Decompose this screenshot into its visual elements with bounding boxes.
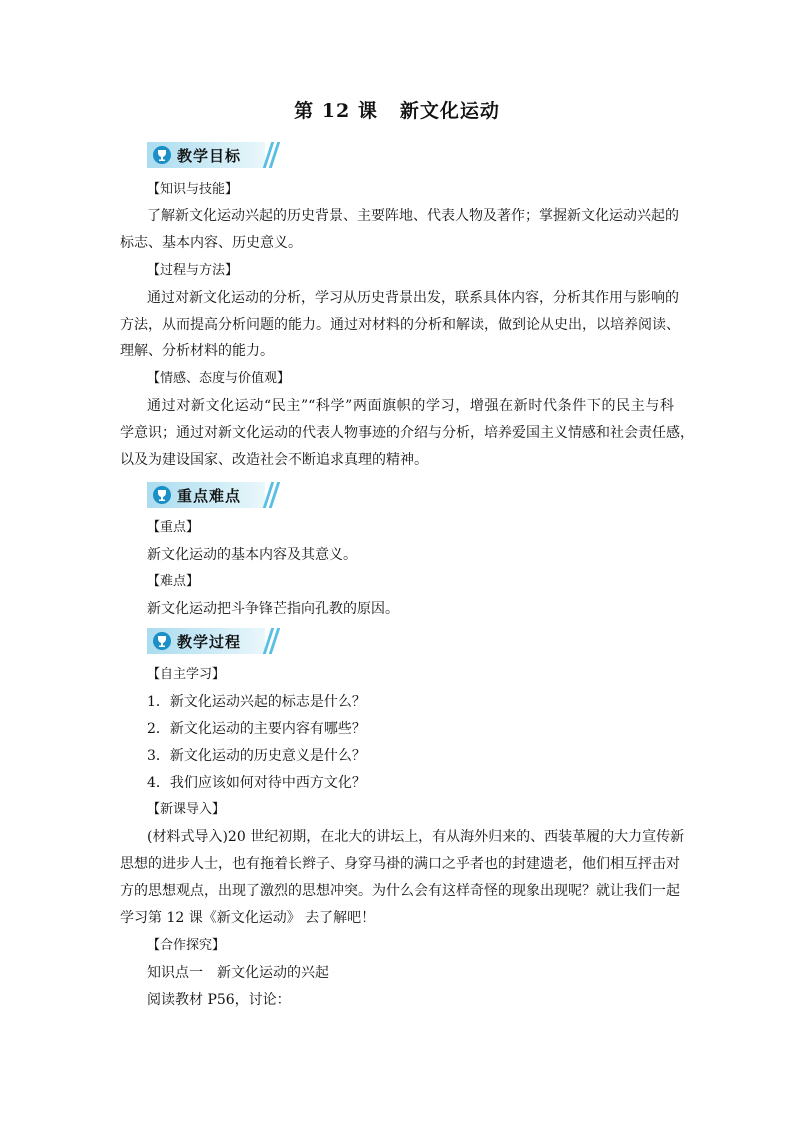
process-method-heading: 【过程与方法】 — [147, 263, 239, 278]
difficulty-heading: 【难点】 — [147, 574, 200, 589]
trophy-icon — [153, 632, 171, 650]
knowledge-point-1: 知识点一 新文化运动的兴起 — [147, 965, 329, 981]
knowledge-line-1: 了解新文化运动兴起的历史背景、主要阵地、代表人物及著作；掌握新文化运动兴起的 — [147, 208, 679, 224]
cooperation-heading: 【合作探究】 — [147, 938, 226, 953]
banner-label: 教学目标 — [177, 147, 242, 165]
knowledge-line-2: 标志、基本内容、历史意义。 — [120, 235, 302, 251]
emotion-line-1: 通过对新文化运动“民主”“科学”两面旗帜的学习，增强在新时代条件下的民主与科 — [147, 398, 674, 414]
trophy-icon — [153, 146, 171, 164]
banner-label: 重点难点 — [177, 487, 242, 505]
emotion-line-3: 以及为建设国家、改造社会不断追求真理的精神。 — [120, 452, 428, 468]
section-banner-goals — [147, 142, 275, 168]
process-method-line-1: 通过对新文化运动的分析，学习从历史背景出发，联系具体内容，分析其作用与影响的 — [147, 290, 679, 306]
process-method-line-3: 理解、分析材料的能力。 — [120, 343, 274, 359]
question-4: 4．我们应该如何对待中西方文化？ — [147, 775, 366, 791]
reading-instruction: 阅读教材 P56，讨论： — [147, 992, 291, 1008]
trophy-icon — [153, 486, 171, 504]
page-title — [0, 96, 794, 123]
section-banner-keypoints — [147, 482, 275, 508]
intro-line-3: 方的思想观点，出现了激烈的思想冲突。为什么会有这样奇怪的现象出现呢？就让我们一起 — [120, 883, 680, 899]
emotion-heading: 【情感、态度与价值观】 — [147, 371, 291, 386]
section-banner-process — [147, 628, 275, 654]
lesson-number: 第 12 课 — [294, 100, 378, 122]
lesson-name: 新文化运动 — [399, 100, 500, 122]
question-1: 1．新文化运动兴起的标志是什么？ — [147, 694, 366, 710]
key-text: 新文化运动的基本内容及其意义。 — [147, 547, 357, 563]
banner-label: 教学过程 — [177, 633, 242, 651]
intro-line-4: 学习第 12 课《新文化运动》 去了解吧！ — [120, 910, 376, 926]
emotion-line-2: 学意识；通过对新文化运动的代表人物事迹的介绍与分析，培养爱国主义情感和社会责任感， — [120, 425, 694, 441]
self-study-heading: 【自主学习】 — [147, 667, 226, 682]
difficulty-text: 新文化运动把斗争锋芒指向孔教的原因。 — [147, 601, 399, 617]
knowledge-heading: 【知识与技能】 — [147, 182, 239, 197]
intro-line-2: 思想的进步人士，也有拖着长辫子、身穿马褂的满口之乎者也的封建遗老，他们相互抨击对 — [120, 856, 680, 872]
intro-heading: 【新课导入】 — [147, 802, 226, 817]
question-3: 3．新文化运动的历史意义是什么？ — [147, 748, 366, 764]
process-method-line-2: 方法，从而提高分析问题的能力。通过对材料的分析和解读，做到论从史出，以培养阅读、 — [120, 317, 680, 333]
question-2: 2．新文化运动的主要内容有哪些？ — [147, 721, 366, 737]
intro-line-1: (材料式导入)20 世纪初期，在北大的讲坛上，有从海外归来的、西装革履的大力宣传新 — [147, 829, 685, 845]
key-heading: 【重点】 — [147, 520, 200, 535]
